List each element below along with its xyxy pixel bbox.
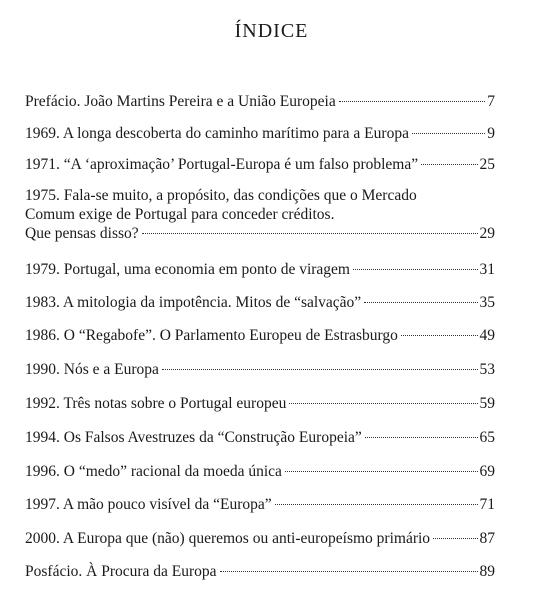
toc-entry-1994	[25, 428, 495, 447]
dot-leader	[285, 471, 478, 472]
toc-entry-2000	[25, 529, 495, 548]
toc-entry-page: 69	[479, 463, 495, 480]
toc-entry-title: 1994. Os Falsos Avestruzes da “Construção Europeia”	[25, 429, 362, 446]
toc-entry-line	[25, 326, 495, 345]
toc-entry-line	[25, 360, 495, 379]
toc-entry-1990	[25, 360, 495, 379]
toc-entry-title-line-1: 1975. Fala-se muito, a propósito, das condições que o Mercado	[25, 187, 417, 204]
toc-entry-page: 29	[479, 225, 495, 242]
toc-entry-1971	[25, 155, 495, 174]
toc-entry-line	[25, 155, 495, 174]
toc-entry-line	[25, 260, 495, 279]
toc-entry-line	[25, 462, 495, 481]
toc-entry-1996	[25, 462, 495, 481]
toc-entry-page: 71	[479, 496, 495, 513]
toc-entry-title: 1971. “A ‘aproximação’ Portugal-Europa é um falso problema”	[25, 156, 419, 173]
dot-leader	[162, 369, 478, 370]
toc-entry-page: 35	[479, 294, 495, 311]
toc-entry-page: 59	[479, 395, 495, 412]
toc-entry-posfacio	[25, 562, 495, 581]
toc-entry-page: 87	[479, 530, 495, 547]
dot-leader	[421, 164, 477, 165]
toc-entry-title: 1986. O “Regabofe”. O Parlamento Europeu de Estrasburgo	[25, 327, 398, 344]
toc-entry-line	[25, 562, 495, 581]
toc-entry-title: 1983. A mitologia da impotência. Mitos de “salvação”	[25, 294, 362, 311]
page-title: ÍNDICE	[234, 20, 309, 42]
toc-entry-page: 9	[487, 125, 495, 142]
dot-leader	[353, 269, 478, 270]
toc-entry-line	[25, 224, 495, 243]
dot-leader	[289, 403, 477, 404]
dot-leader	[220, 571, 478, 572]
dot-leader	[275, 504, 478, 505]
toc-entry-line	[25, 428, 495, 447]
toc-entry-page: 25	[479, 156, 495, 173]
dot-leader	[364, 302, 477, 303]
toc-entry-page: 89	[479, 563, 495, 580]
toc-entry-1986	[25, 326, 495, 345]
toc-entry-title: 1990. Nós e a Europa	[25, 361, 159, 378]
toc-entry-title: Prefácio. João Martins Pereira e a União Europeia	[25, 93, 336, 110]
toc-entry-line	[25, 92, 495, 111]
toc-entry-line	[25, 529, 495, 548]
toc-entry-page: 65	[479, 429, 495, 446]
toc-entry-page: 7	[487, 93, 495, 110]
dot-leader	[433, 538, 477, 539]
toc-entry-page: 31	[479, 261, 495, 278]
toc-entry-title: 1979. Portugal, uma economia em ponto de viragem	[25, 261, 350, 278]
toc-entry-title-line-2: Comum exige de Portugal para conceder créditos.	[25, 206, 335, 223]
toc-entry-title: 1969. A longa descoberta do caminho marítimo para a Europa	[25, 125, 409, 142]
dot-leader	[142, 233, 478, 234]
toc-entry-title: 1996. O “medo” racional da moeda única	[25, 463, 282, 480]
toc-entry-title: Posfácio. À Procura da Europa	[25, 563, 217, 580]
toc-entry-line	[25, 495, 495, 514]
dot-leader	[365, 437, 478, 438]
toc-entry-line	[25, 124, 495, 143]
toc-entry-page: 49	[479, 327, 495, 344]
toc-entry-1975	[25, 186, 495, 243]
toc-entry-1969	[25, 124, 495, 143]
dot-leader	[412, 133, 485, 134]
toc-entry-page: 53	[479, 361, 495, 378]
toc-entry-title: Que pensas disso?	[25, 225, 139, 242]
toc-entry-1979	[25, 260, 495, 279]
toc-entry-title: 1992. Três notas sobre o Portugal europeu	[25, 395, 287, 412]
toc-entry-prefacio	[25, 92, 495, 111]
dot-leader	[401, 335, 478, 336]
toc-entry-line	[25, 394, 495, 413]
toc-entry-title: 2000. A Europa que (não) queremos ou anti-europeísmo primário	[25, 530, 431, 547]
dot-leader	[339, 101, 486, 102]
toc-entry-1992	[25, 394, 495, 413]
toc-entry-line	[25, 293, 495, 312]
toc-entry-1983	[25, 293, 495, 312]
toc-entry-title: 1997. A mão pouco visível da “Europa”	[25, 496, 272, 513]
toc-entry-1997	[25, 495, 495, 514]
